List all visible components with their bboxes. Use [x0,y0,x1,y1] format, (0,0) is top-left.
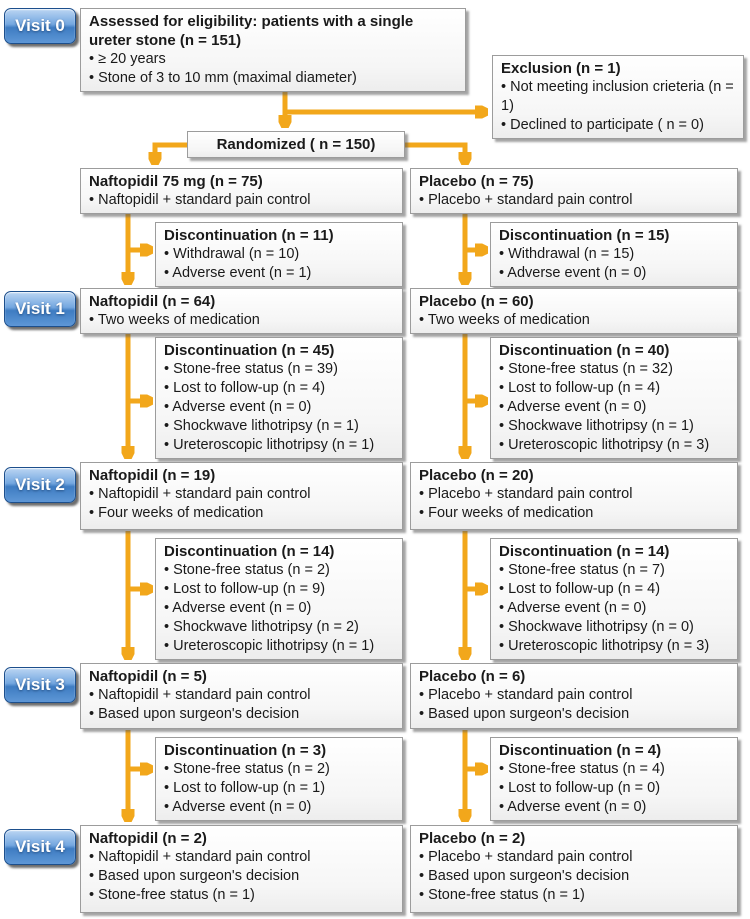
bullet-list [419,311,731,330]
bullet-list [89,311,396,330]
bullet-line: • Stone-free status (n = 39) [164,361,338,377]
bullet-line: • Based upon surgeon's decision [89,706,300,722]
box-title: Naftopidil (n = 2) [89,830,207,847]
bullet-list [499,245,731,283]
bullet-list [419,686,731,724]
arrow-randomized-to-naftopidil [155,145,187,161]
bullet-line: • Lost to follow-up (n = 4) [499,380,661,396]
box-title: Naftopidil (n = 5) [89,668,207,685]
bullet-line: • Adverse event (n = 0) [499,399,647,415]
box-discontinuation-placebo-0 [490,222,738,287]
visit-badge-0: Visit 0 [4,8,76,44]
bullet-line: • Ureteroscopic lithotripsy (n = 3) [499,638,710,654]
box-title: Naftopidil 75 mg (n = 75) [89,173,263,190]
box-visit3-placebo [410,663,738,729]
box-title: Discontinuation (n = 15) [499,227,670,244]
visit-badge-2: Visit 2 [4,467,76,503]
box-discontinuation-naftopidil-3 [155,737,403,821]
bullet-line: • Stone-free status (n = 32) [499,361,673,377]
box-discontinuation-placebo-2 [490,538,738,660]
bullet-list [164,360,396,455]
bullet-list [164,561,396,656]
bullet-line: • Lost to follow-up (n = 4) [499,581,661,597]
box-randomized [187,131,405,158]
box-eligibility [80,8,466,92]
bullet-line: • ≥ 20 years [89,51,166,67]
box-discontinuation-naftopidil-2 [155,538,403,660]
bullet-list [89,485,396,523]
bullet-line: • Adverse event (n = 0) [164,600,312,616]
box-title: Assessed for eligibility: patients with a single ureter stone (n = 151) [89,13,414,49]
bullet-list [89,686,396,724]
arrow-randomized-to-placebo [405,145,465,161]
bullet-list [499,360,731,455]
bullet-line: • Placebo + standard pain control [419,849,633,865]
bullet-line: • Ureteroscopic lithotripsy (n = 1) [164,437,375,453]
box-title: Discontinuation (n = 14) [164,543,335,560]
bullet-line: • Naftopidil + standard pain control [89,687,311,703]
bullet-list [164,245,396,283]
bullet-list [419,485,731,523]
bullet-line: • Stone-free status (n = 1) [89,887,255,903]
bullet-line: • Stone-free status (n = 2) [164,761,330,777]
bullet-line: • Adverse event (n = 1) [164,265,312,281]
box-arm-naftopidil [80,168,403,214]
bullet-list [499,561,731,656]
bullet-line: • Based upon surgeon's decision [419,868,630,884]
bullet-line: • Placebo + standard pain control [419,486,633,502]
box-title: Exclusion (n = 1) [501,60,621,77]
bullet-line: • Shockwave lithotripsy (n = 1) [164,418,359,434]
bullet-line: • Lost to follow-up (n = 9) [164,581,326,597]
bullet-list [89,848,396,905]
box-title: Discontinuation (n = 3) [164,742,327,759]
box-visit2-placebo [410,462,738,530]
bullet-line: • Two weeks of medication [89,312,260,328]
box-title: Placebo (n = 75) [419,173,534,190]
box-title: Randomized ( n = 150) [216,136,376,153]
bullet-list [419,848,731,905]
box-title: Discontinuation (n = 45) [164,342,335,359]
box-discontinuation-naftopidil-0 [155,222,403,287]
bullet-line: • Stone-free status (n = 4) [499,761,665,777]
bullet-line: • Stone-free status (n = 7) [499,562,665,578]
bullet-line: • Shockwave lithotripsy (n = 1) [499,418,694,434]
box-title: Placebo (n = 2) [419,830,526,847]
bullet-line: • Naftopidil + standard pain control [89,486,311,502]
bullet-line: • Lost to follow-up (n = 4) [164,380,326,396]
bullet-line: • Four weeks of medication [419,505,594,521]
box-visit4-placebo [410,825,738,913]
box-visit3-naftopidil [80,663,403,729]
bullet-line: • Ureteroscopic lithotripsy (n = 1) [164,638,375,654]
bullet-line: • Ureteroscopic lithotripsy (n = 3) [499,437,710,453]
bullet-line: • Adverse event (n = 0) [499,265,647,281]
bullet-list [501,78,737,135]
box-visit1-naftopidil [80,288,403,334]
bullet-line: • Adverse event (n = 0) [499,799,647,815]
bullet-line: • Lost to follow-up (n = 1) [164,780,326,796]
box-visit4-naftopidil [80,825,403,913]
bullet-line: • Two weeks of medication [419,312,590,328]
bullet-line: • Stone-free status (n = 1) [419,887,585,903]
bullet-line: • Adverse event (n = 0) [164,799,312,815]
bullet-line: • Withdrawal (n = 10) [164,246,300,262]
bullet-line: • Four weeks of medication [89,505,264,521]
bullet-line: • Placebo + standard pain control [419,687,633,703]
bullet-list [164,760,396,817]
visit-badge-3: Visit 3 [4,667,76,703]
bullet-line: • Lost to follow-up (n = 0) [499,780,661,796]
bullet-list [419,191,731,210]
bullet-line: • Based upon surgeon's decision [89,868,300,884]
box-discontinuation-placebo-1 [490,337,738,459]
box-discontinuation-placebo-3 [490,737,738,821]
box-visit1-placebo [410,288,738,334]
bullet-line: • Based upon surgeon's decision [419,706,630,722]
box-title: Placebo (n = 6) [419,668,526,685]
bullet-line: • Naftopidil + standard pain control [89,192,311,208]
box-title: Discontinuation (n = 40) [499,342,670,359]
bullet-line: • Adverse event (n = 0) [499,600,647,616]
box-title: Placebo (n = 20) [419,467,534,484]
bullet-line: • Placebo + standard pain control [419,192,633,208]
bullet-list [89,191,396,210]
visit-badge-1: Visit 1 [4,291,76,327]
bullet-line: • Stone of 3 to 10 mm (maximal diameter) [89,70,357,86]
visit-badge-4: Visit 4 [4,829,76,865]
bullet-line: • Shockwave lithotripsy (n = 2) [164,619,359,635]
bullet-line: • Naftopidil + standard pain control [89,849,311,865]
bullet-line: • Declined to participate ( n = 0) [501,117,704,133]
bullet-line: • Shockwave lithotripsy (n = 0) [499,619,694,635]
box-title: Discontinuation (n = 11) [164,227,334,244]
box-title: Discontinuation (n = 14) [499,543,670,560]
box-title: Discontinuation (n = 4) [499,742,662,759]
box-title: Placebo (n = 60) [419,293,534,310]
bullet-line: • Adverse event (n = 0) [164,399,312,415]
bullet-line: • Stone-free status (n = 2) [164,562,330,578]
bullet-line: • Withdrawal (n = 15) [499,246,635,262]
bullet-line: • Not meeting inclusion crieteria (n = 1) [501,79,734,114]
bullet-list [499,760,731,817]
box-title: Naftopidil (n = 19) [89,467,216,484]
box-visit2-naftopidil [80,462,403,530]
box-exclusion [492,55,744,139]
box-discontinuation-naftopidil-1 [155,337,403,459]
box-title: Naftopidil (n = 64) [89,293,216,310]
bullet-list [89,50,459,88]
box-arm-placebo [410,168,738,214]
